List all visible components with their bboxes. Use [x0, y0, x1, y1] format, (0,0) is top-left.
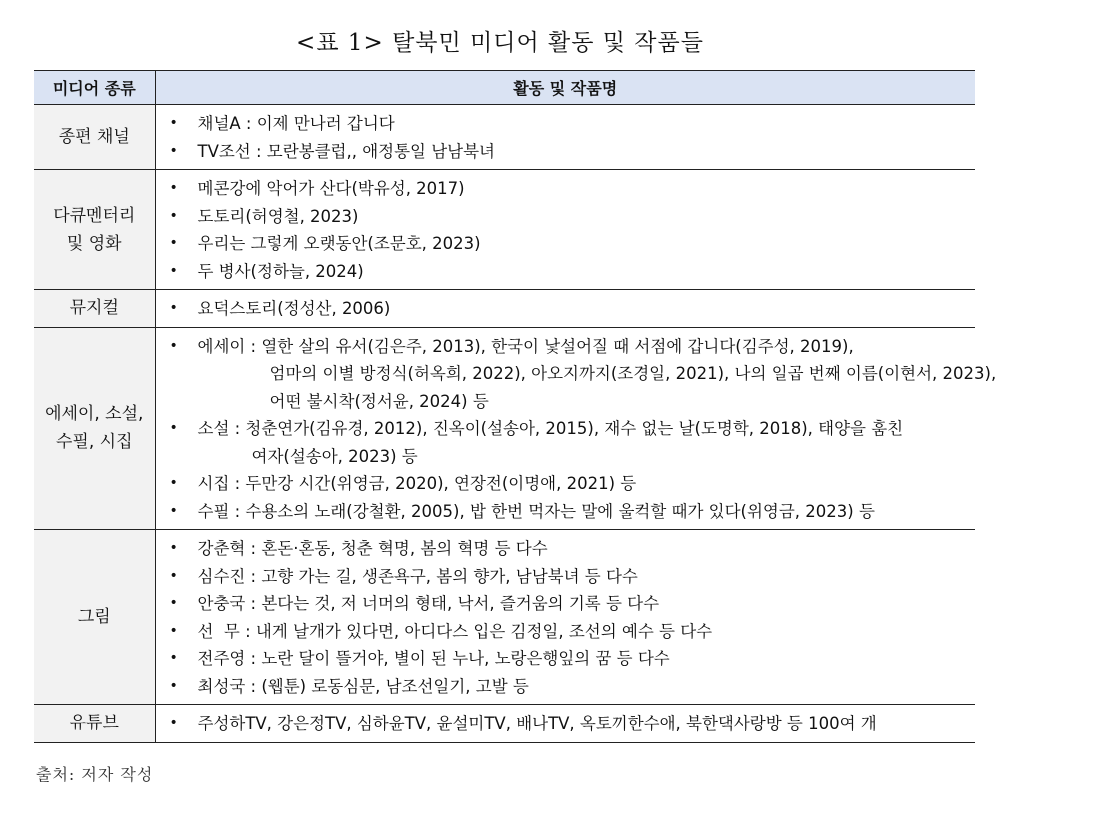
- works-cell: [155, 530, 975, 705]
- list-item: • 심수진 : 고향 가는 길, 생존욕구, 봄의 향가, 남남북녀 등 다수: [156, 563, 976, 591]
- category-cell: 뮤지컬: [34, 290, 155, 328]
- bullet-icon: •: [169, 595, 178, 611]
- table-row: [34, 170, 975, 290]
- list-item: • 시집 : 두만강 시간(위영금, 2020), 연장전(이명애, 2021) 등: [156, 470, 976, 498]
- category-cell: 종편 채널: [34, 105, 155, 170]
- table-row: [34, 705, 975, 743]
- media-activities-table: [34, 70, 997, 743]
- list-item: • 채널A : 이제 만나러 갑니다: [156, 110, 976, 138]
- bullet-icon: •: [169, 502, 178, 519]
- bullet-icon: •: [169, 262, 178, 279]
- bullet-icon: •: [169, 475, 178, 491]
- list-item: • 도토리(허영철, 2023): [156, 203, 976, 231]
- works-cell: [155, 105, 975, 170]
- bullet-icon: •: [169, 115, 178, 131]
- category-cell: 그림: [34, 530, 155, 705]
- list-item: • 요덕스토리(정성산, 2006): [156, 295, 976, 323]
- bullet-icon: •: [169, 677, 178, 694]
- bullet-icon: •: [169, 142, 178, 159]
- bullet-icon: •: [169, 540, 178, 556]
- bullet-icon: •: [169, 567, 178, 584]
- table-row: [34, 105, 975, 170]
- bullet-icon: •: [169, 715, 178, 731]
- header-activities-works: 활동 및 작품명: [155, 71, 975, 105]
- bullet-icon: •: [169, 300, 178, 316]
- list-item: • 우리는 그렇게 오랫동안(조문호, 2023): [156, 230, 976, 258]
- bullet-icon: •: [169, 622, 178, 639]
- header-row: [34, 71, 975, 105]
- list-item: • 수필 : 수용소의 노래(강철환, 2005), 밥 한번 먹자는 말에 울컥할 때가 있다(위영금, 2023) 등: [156, 498, 976, 526]
- list-item: • 소설 : 청춘연가(김유경, 2012), 진옥이(설송아, 2015), 재수 없는 날(도명학, 2018), 태양을 훔친 여자(설송아, 2023) 등: [156, 415, 976, 470]
- category-cell: 유튜브: [34, 705, 155, 743]
- list-item: • 전주영 : 노란 달이 뜰거야, 별이 된 누나, 노랑은행잎의 꿈 등 다수: [156, 645, 976, 673]
- table-row: [34, 327, 975, 530]
- bullet-icon: •: [169, 180, 178, 196]
- list-item: • 메콘강에 악어가 산다(박유성, 2017): [156, 175, 976, 203]
- works-cell: [155, 170, 975, 290]
- list-item: • TV조선 : 모란봉클럽,, 애정통일 남남북녀: [156, 138, 976, 166]
- list-item: • 에세이 : 열한 살의 유서(김은주, 2013), 한국이 낯설어질 때 서점에 갑니다(김주성, 2019), 엄마의 이별 방정식(허옥희, 2022), 아오지까지(조경일, 2021), 나의 일곱 번째 이름(이현서, 2023), 어떤 불시착(정서윤, 2024) 등: [156, 333, 976, 416]
- list-item: • 안충국 : 본다는 것, 저 너머의 형태, 낙서, 즐거움의 기록 등 다수: [156, 590, 976, 618]
- bullet-icon: •: [169, 420, 178, 436]
- header-media-type: 미디어 종류: [34, 71, 155, 105]
- list-item: • 강춘혁 : 혼돈·혼동, 청춘 혁명, 봄의 혁명 등 다수: [156, 535, 976, 563]
- category-cell: 다큐멘터리 및 영화: [34, 170, 155, 290]
- table-row: [34, 530, 975, 705]
- list-item: • 두 병사(정하늘, 2024): [156, 258, 976, 286]
- table-row: [34, 290, 975, 328]
- source-note: 출처: 저자 작성: [36, 765, 154, 784]
- bullet-icon: •: [169, 235, 178, 251]
- works-cell: [155, 705, 975, 743]
- category-cell: 에세이, 소설, 수필, 시집: [34, 327, 155, 530]
- bullet-icon: •: [169, 207, 178, 224]
- list-item: • 주성하TV, 강은정TV, 심하윤TV, 윤설미TV, 배나TV, 옥토끼한수애, 북한댁사랑방 등 100여 개: [156, 710, 976, 738]
- bullet-icon: •: [169, 650, 178, 666]
- works-cell: [155, 327, 997, 530]
- list-item: • 최성국 : (웹툰) 로동심문, 남조선일기, 고발 등: [156, 673, 976, 701]
- list-item: • 선 무 : 내게 날개가 있다면, 아디다스 입은 김정일, 조선의 예수 등 다수: [156, 618, 976, 646]
- works-cell: [155, 290, 975, 328]
- table-caption: <표 1> 탈북민 미디어 활동 및 작품들: [296, 30, 704, 56]
- bullet-icon: •: [169, 337, 178, 354]
